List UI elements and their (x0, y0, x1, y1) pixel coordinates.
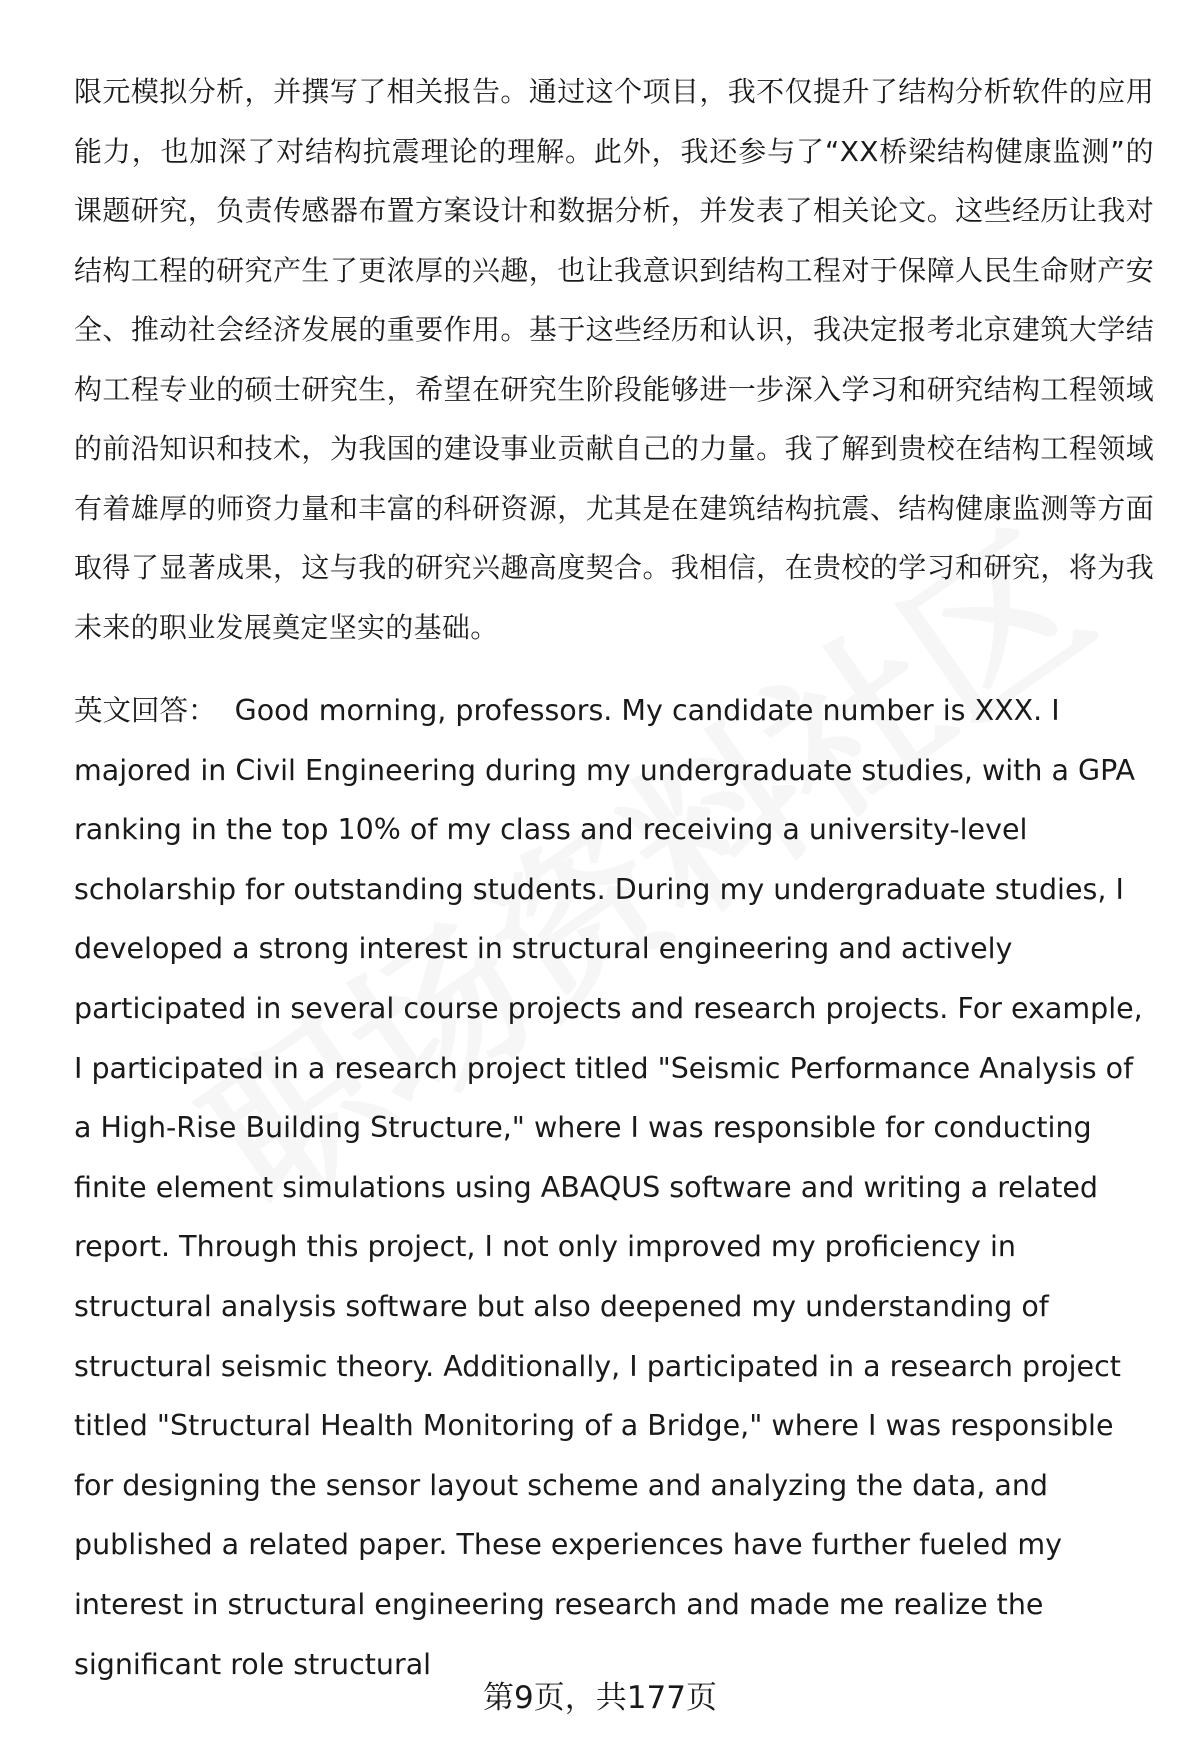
english-answer-paragraph (74, 681, 1154, 1694)
document-page (74, 62, 1154, 1694)
english-answer-label: 英文回答： (74, 694, 217, 727)
page-indicator: 第9页，共177页 (483, 1680, 717, 1716)
chinese-answer-paragraph: 限元模拟分析，并撰写了相关报告。通过这个项目，我不仅提升了结构分析软件的应用能力，也加深了对结构抗震理论的理解。此外，我还参与了“XX桥梁结构健康监测”的课题研究，负责传感器布置方案设计和数据分析，并发表了相关论文。这些经历让我对结构工程的研究产生了更浓厚的兴趣，也让我意识到结构工程对于保障人民生命财产安全、推动社会经济发展的重要作用。基于这些经历和认识，我决定报考北京建筑大学结构工程专业的硕士研究生，希望在研究生阶段能够进一步深入学习和研究结构工程领域的前沿知识和技术，为我国的建设事业贡献自己的力量。我了解到贵校在结构工程领域有着雄厚的师资力量和丰富的科研资源，尤其是在建筑结构抗震、结构健康监测等方面取得了显著成果，这与我的研究兴趣高度契合。我相信，在贵校的学习和研究，将为我未来的职业发展奠定坚实的基础。 (74, 75, 1154, 644)
english-answer-text: Good morning, professors. My candidate number is XXX. I majored in Civil Engineering during my undergraduate studies, with a GPA ranking in the top 10% of my class and receiving a university-level scholarship for outstanding students. During my undergraduate studies, I developed a strong interest in structural engineering and actively participated in several course projects and research projects. For example, I participated in a research project titled "Seismic Performance Analysis of a High-Rise Building Structure," where I was responsible for conducting finite element simulations using ABAQUS software and writing a related report. Through this project, I not only improved my proficiency in structural analysis software but also deepened my understanding of structural seismic theory. Additionally, I participated in a research project titled "Structural Health Monitoring of a Bridge," where I was responsible for designing the sensor layout scheme and analyzing the data, and published a related paper. These experiences have further fueled my interest in structural engineering research and made me realize the significant role structural (74, 694, 1143, 1681)
